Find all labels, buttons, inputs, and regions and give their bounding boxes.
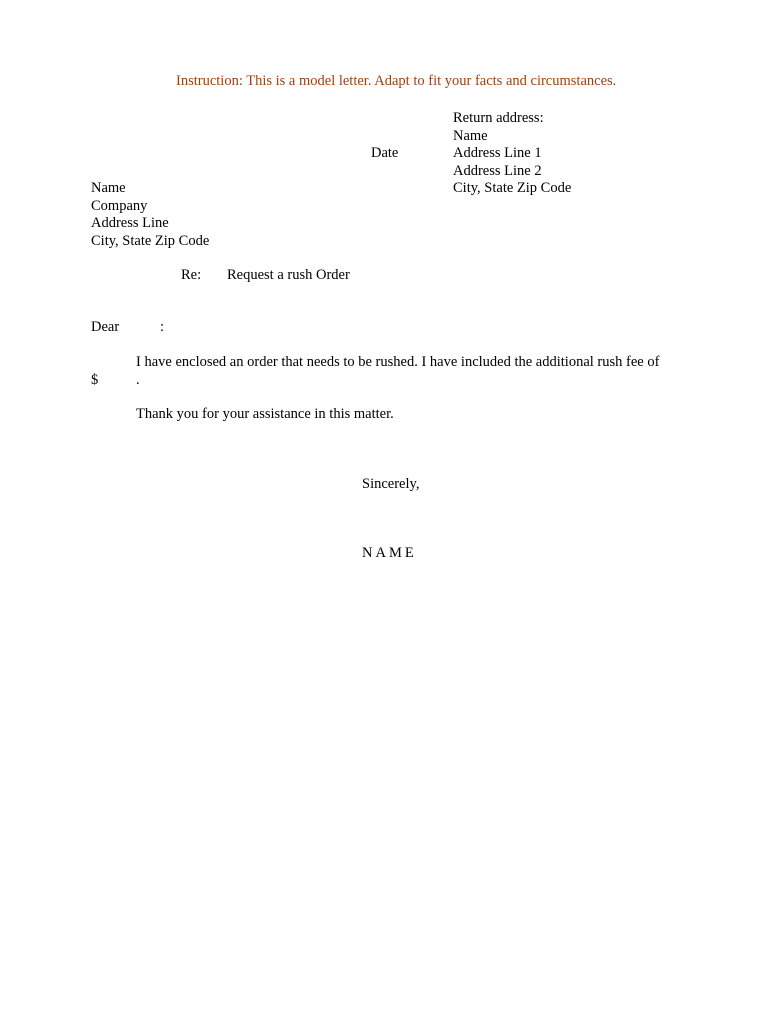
return-address-line2: Address Line 2 <box>453 162 542 179</box>
return-address-line1: Address Line 1 <box>453 145 542 161</box>
recipient-city: City, State Zip Code <box>91 232 210 249</box>
signature-name: NAME <box>362 545 417 561</box>
salutation: Dear <box>91 319 120 335</box>
re-subject: Request a rush Order <box>227 267 350 283</box>
instruction-note: Instruction: This is a model letter. Adapt to fit your facts and circumstances. <box>176 73 617 89</box>
return-address-block <box>453 110 571 198</box>
return-address-city: City, State Zip Code <box>453 180 572 196</box>
recipient-address-block <box>91 180 209 250</box>
letter-date: Date <box>371 145 399 161</box>
closing: Sincerely, <box>362 476 420 492</box>
re-label: Re: <box>181 267 202 283</box>
fee-period: . <box>136 372 140 388</box>
recipient-address: Address Line <box>91 215 169 231</box>
recipient-company: Company <box>91 197 148 214</box>
salutation-colon: : <box>160 319 165 335</box>
return-address-heading: Return address: <box>453 110 544 126</box>
body-paragraph-1: I have enclosed an order that needs to be rushed. I have included the additional rush fee of <box>136 354 660 370</box>
recipient-name: Name <box>91 180 126 196</box>
fee-dollar-sign: $ <box>91 372 99 388</box>
return-address-name: Name <box>453 127 488 144</box>
body-paragraph-2: Thank you for your assistance in this matter. <box>136 406 394 422</box>
